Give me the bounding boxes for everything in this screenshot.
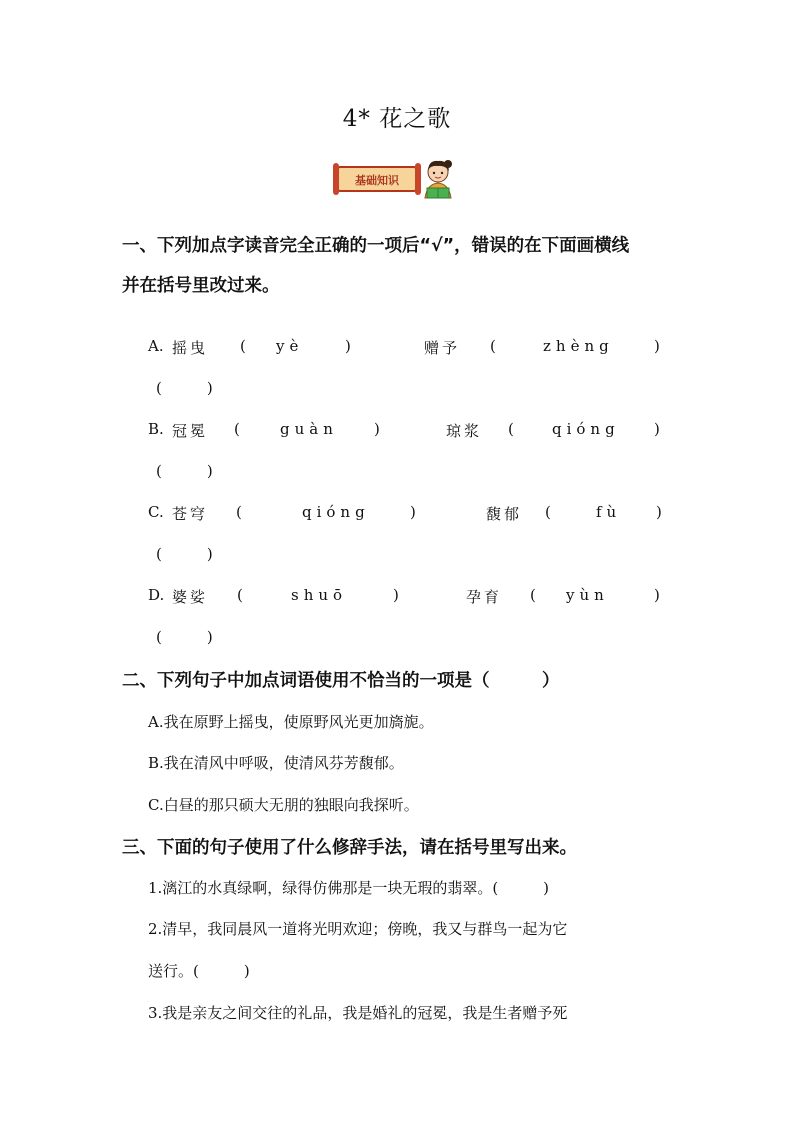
open-paren: ( [234, 420, 240, 438]
open-paren: ( [508, 420, 514, 438]
option-word-2: 琼浆 [446, 422, 483, 440]
option-pinyin-2: yùn [566, 586, 609, 604]
option-word-1: 婆娑 [172, 588, 209, 606]
close-paren: ) [374, 420, 380, 438]
option-word-2: 赠予 [424, 339, 461, 357]
option-word-1: 摇曳 [172, 339, 209, 357]
section-banner [337, 160, 457, 200]
q3-heading: 三、下面的句子使用了什么修辞手法，请在括号里写出来。 [122, 838, 577, 858]
close-paren: ) [654, 337, 660, 355]
open-paren: ( [237, 586, 243, 604]
open-paren: ( [545, 503, 551, 521]
option-pinyin-2: qióng [552, 420, 620, 438]
q3-item-1: 1.漓江的水真绿啊，绿得仿佛那是一块无瑕的翡翠。( ) [148, 879, 550, 897]
open-paren: ( [490, 337, 496, 355]
option-word-2: 孕育 [466, 588, 503, 606]
option-pinyin-2: zhèng [543, 337, 614, 355]
answer-blank[interactable]: ( ) [156, 628, 213, 646]
q2-option-b: B.我在清风中呼吸，使清风芬芳馥郁。 [148, 754, 404, 772]
student-reading-icon [417, 158, 459, 202]
close-paren: ) [345, 337, 351, 355]
q1-heading-line1: 一、下列加点字读音完全正确的一项后“√”，错误的在下面画横线 [122, 236, 630, 256]
q2-option-a: A.我在原野上摇曳，使原野风光更加旖旎。 [148, 713, 434, 731]
close-paren: ) [656, 503, 662, 521]
answer-blank[interactable]: ( ) [156, 379, 213, 397]
q2-option-c: C.白昼的那只硕大无朋的独眼向我探听。 [148, 796, 419, 814]
banner-scroll [337, 166, 417, 192]
q2-heading: 二、下列句子中加点词语使用不恰当的一项是（ ） [122, 671, 560, 691]
answer-blank[interactable]: ( ) [156, 545, 213, 563]
close-paren: ) [393, 586, 399, 604]
option-pinyin-1: qióng [302, 503, 370, 521]
option-word-1: 冠冕 [172, 422, 209, 440]
banner-label: 基础知识 [355, 174, 399, 187]
open-paren: ( [236, 503, 242, 521]
option-pinyin-1: guàn [280, 420, 338, 438]
q3-item-3: 3.我是亲友之间交往的礼品，我是婚礼的冠冕，我是生者赠予死 [148, 1004, 568, 1022]
answer-blank[interactable]: ( ) [156, 462, 213, 480]
option-label: A. [148, 337, 164, 355]
open-paren: ( [530, 586, 536, 604]
q1-heading-line2: 并在括号里改过来。 [122, 276, 280, 296]
close-paren: ) [654, 420, 660, 438]
q3-item-2: 2.清早，我同晨风一道将光明欢迎；傍晚，我又与群鸟一起为它 [148, 920, 568, 938]
option-pinyin-1: shuō [291, 586, 348, 604]
option-label: B. [148, 420, 164, 438]
option-pinyin-1: yè [276, 337, 304, 355]
option-label: C. [148, 503, 164, 521]
close-paren: ) [410, 503, 416, 521]
option-pinyin-2: fù [596, 503, 622, 521]
close-paren: ) [654, 586, 660, 604]
option-word-2: 馥郁 [486, 505, 523, 523]
open-paren: ( [240, 337, 246, 355]
q3-item-2-cont: 送行。( ) [148, 962, 250, 980]
option-label: D. [148, 586, 165, 604]
page-title: 4* 花之歌 [342, 106, 452, 132]
option-word-1: 苍穹 [172, 505, 209, 523]
